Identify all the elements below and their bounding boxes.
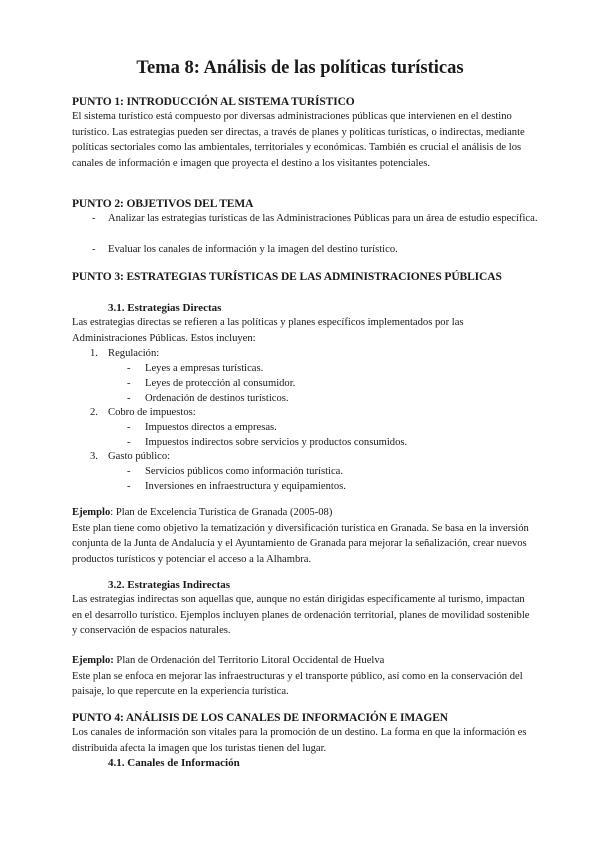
example-2 — [72, 653, 536, 700]
punto2-bullet-text: Analizar las estrategias turísticas de las Administraciones Públicas para un área de estudio específica. — [108, 213, 538, 224]
sub-item-text: Servicios públicos como información turística. — [145, 466, 344, 477]
numbered-item — [90, 405, 196, 421]
item-label: Gasto público: — [108, 451, 171, 462]
example-1-line — [72, 505, 536, 521]
section-3-1-intro — [72, 315, 536, 346]
dash-marker: - — [127, 363, 131, 374]
punto4-paragraph — [72, 725, 536, 756]
item-number: 1. — [90, 348, 98, 359]
sub-item-text: Leyes de protección al consumidor. — [145, 378, 296, 389]
sub-item-text: Impuestos indirectos sobre servicios y productos consumidos. — [145, 437, 408, 448]
example-label: Ejemplo — [72, 507, 111, 518]
punto4-heading: PUNTO 4: ANÁLISIS DE LOS CANALES DE INFORMACIÓN E IMAGEN — [72, 712, 448, 724]
punto4-text: Los canales de información son vitales para la promoción de un destino. La forma en que la información es distribuida afecta la imagen que los turistas tienen del lugar. — [72, 727, 527, 754]
punto1-text: El sistema turístico está compuesto por diversas administraciones públicas que intervienen en el destino turístico. Las estrategias pueden ser directas, a través de planes y políticas turísticas, o indirectas, mediante políticas sectoriales como las ambientales, territoriales y económicas. También es crucial el análisis de los canales de información e imagen que proyecta el destino a los visitantes potenciales. — [72, 111, 525, 170]
dash-marker: - — [127, 422, 131, 433]
example-2-line — [72, 653, 536, 669]
dash-marker: - — [127, 393, 131, 404]
section-3-1-intro-text: Las estrategias directas se refieren a las políticas y planes específicos implementados por las Administraciones Públicas. Estos incluyen: — [72, 317, 464, 344]
punto2-bullet — [92, 242, 538, 258]
example-2-text: Este plan se enfoca en mejorar las infraestructuras y el transporte público, así como en la conservación del paisaje, lo que repercute en la experiencia turística. — [72, 670, 523, 698]
sub-item — [127, 464, 344, 480]
punto2-heading: PUNTO 2: OBJETIVOS DEL TEMA — [72, 198, 254, 210]
example-1-text: Este plan tiene como objetivo la tematización y diversificación turística en Granada. Se basa en la inversión conjunta de la Junta de Andalucía y el Ayuntamiento de Granada para mejorar la señalización, crear nuevos productos turísticos y potenciar el acceso a la Alhambra. — [72, 522, 529, 566]
section-3-2-text: Las estrategias indirectas son aquellas que, aunque no están dirigidas específicamente al turismo, impactan en el desarrollo turístico. Ejemplos incluyen planes de ordenación territorial, planes de movilidad sostenible y conservación de espacios naturales. — [72, 594, 530, 637]
sub-item-text: Ordenación de destinos turísticos. — [145, 393, 289, 404]
punto1-heading: PUNTO 1: INTRODUCCIÓN AL SISTEMA TURÍSTICO — [72, 96, 355, 108]
dash-marker: - — [92, 244, 96, 255]
dash-marker: - — [92, 213, 96, 224]
sub-item-text: Inversiones en infraestructura y equipamientos. — [145, 481, 346, 492]
punto2-bullet — [92, 211, 538, 227]
item-number: 3. — [90, 451, 98, 462]
punto2-bullet-text: Evaluar los canales de información y la imagen del destino turístico. — [108, 244, 398, 255]
sub-item — [127, 376, 296, 392]
example-label: Ejemplo: — [72, 655, 114, 666]
document-title: Tema 8: Análisis de las políticas turísticas — [136, 58, 464, 78]
sub-item-text: Impuestos directos a empresas. — [145, 422, 277, 433]
section-3-2-paragraph — [72, 592, 536, 639]
numbered-item — [90, 346, 160, 362]
section-4-1-heading: 4.1. Canales de Información — [108, 757, 240, 769]
sub-item — [127, 479, 346, 495]
dash-marker: - — [127, 466, 131, 477]
example-1 — [72, 505, 536, 568]
example-title: Plan de Ordenación del Territorio Litoral Occidental de Huelva — [113, 655, 385, 666]
dash-marker: - — [127, 378, 131, 389]
sub-item — [127, 361, 264, 377]
sub-item — [127, 435, 408, 451]
dash-marker: - — [127, 481, 131, 492]
sub-item — [127, 420, 277, 436]
item-label: Regulación: — [108, 348, 160, 359]
section-3-1-heading: 3.1. Estrategias Directas — [108, 302, 222, 314]
item-number: 2. — [90, 407, 98, 418]
dash-marker: - — [127, 437, 131, 448]
sub-item-text: Leyes a empresas turísticas. — [145, 363, 264, 374]
punto1-paragraph — [72, 109, 536, 172]
punto3-heading: PUNTO 3: ESTRATEGIAS TURÍSTICAS DE LAS ADMINISTRACIONES PÚBLICAS — [72, 271, 502, 283]
example-title: : Plan de Excelencia Turística de Granada (2005-08) — [110, 507, 333, 518]
section-3-2-heading: 3.2. Estrategias Indirectas — [108, 579, 231, 591]
item-label: Cobro de impuestos: — [108, 407, 196, 418]
numbered-item — [90, 449, 171, 465]
